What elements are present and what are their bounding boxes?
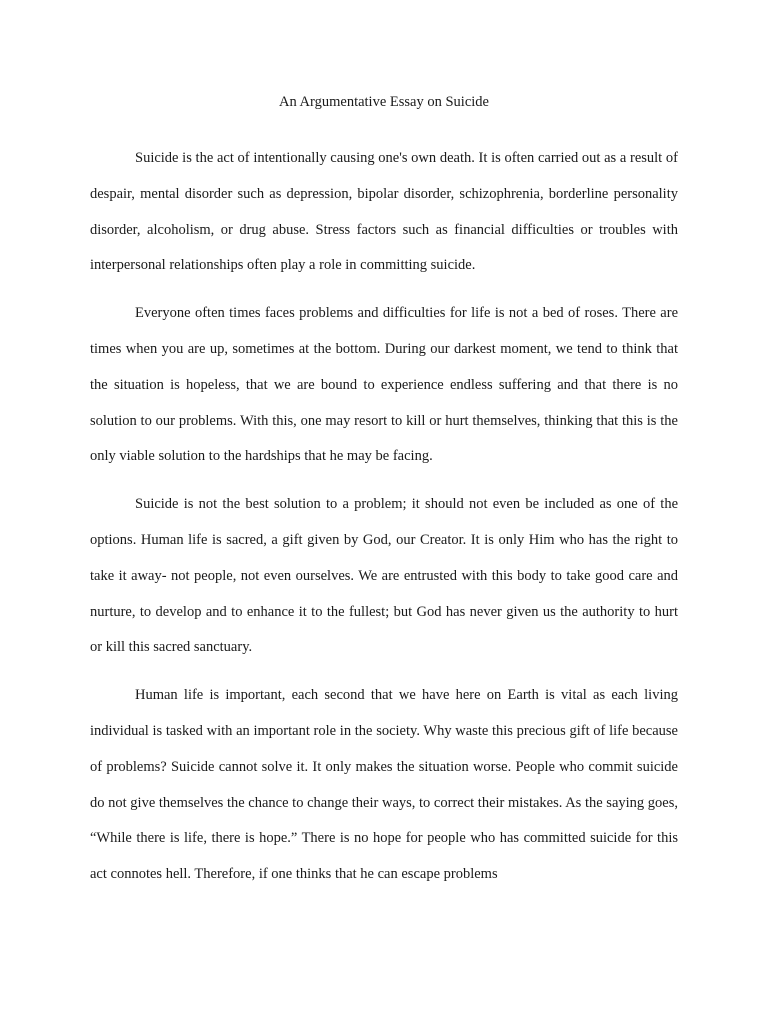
document-title: An Argumentative Essay on Suicide bbox=[279, 94, 489, 110]
essay-body bbox=[90, 141, 678, 905]
paragraph-4: Human life is important, each second that we have here on Earth is vital as each living individual is tasked with an important role in the society. Why waste this precious gift of life because of problems? Suicide cannot solve it. It only makes the situation worse. People who commit suicide do not give themselves the chance to change their ways, to correct their mistakes. As the saying goes, “While there is life, there is hope.” There is no hope for people who has committed suicide for this act connotes hell. Therefore, if one thinks that he can escape problems bbox=[90, 687, 678, 883]
paragraph-1: Suicide is the act of intentionally causing one's own death. It is often carried out as a result of despair, mental disorder such as depression, bipolar disorder, schizophrenia, borderline personality disorder, alcoholism, or drug abuse. Stress factors such as financial difficulties or troubles with interpersonal relationships often play a role in committing suicide. bbox=[90, 150, 678, 274]
paragraph-3: Suicide is not the best solution to a problem; it should not even be included as one of the options. Human life is sacred, a gift given by God, our Creator. It is only Him who has the right to take it away- not people, not even ourselves. We are entrusted with this body to take good care and nurture, to develop and to enhance it to the fullest; but God has never given us the authority to hurt or kill this sacred sanctuary. bbox=[90, 496, 678, 656]
paragraph-2: Everyone often times faces problems and difficulties for life is not a bed of roses. There are times when you are up, sometimes at the bottom. During our darkest moment, we tend to think that the situation is hopeless, that we are bound to experience endless suffering and that there is no solution to our problems. With this, one may resort to kill or hurt themselves, thinking that this is the only viable solution to the hardships that he may be facing. bbox=[90, 305, 678, 465]
